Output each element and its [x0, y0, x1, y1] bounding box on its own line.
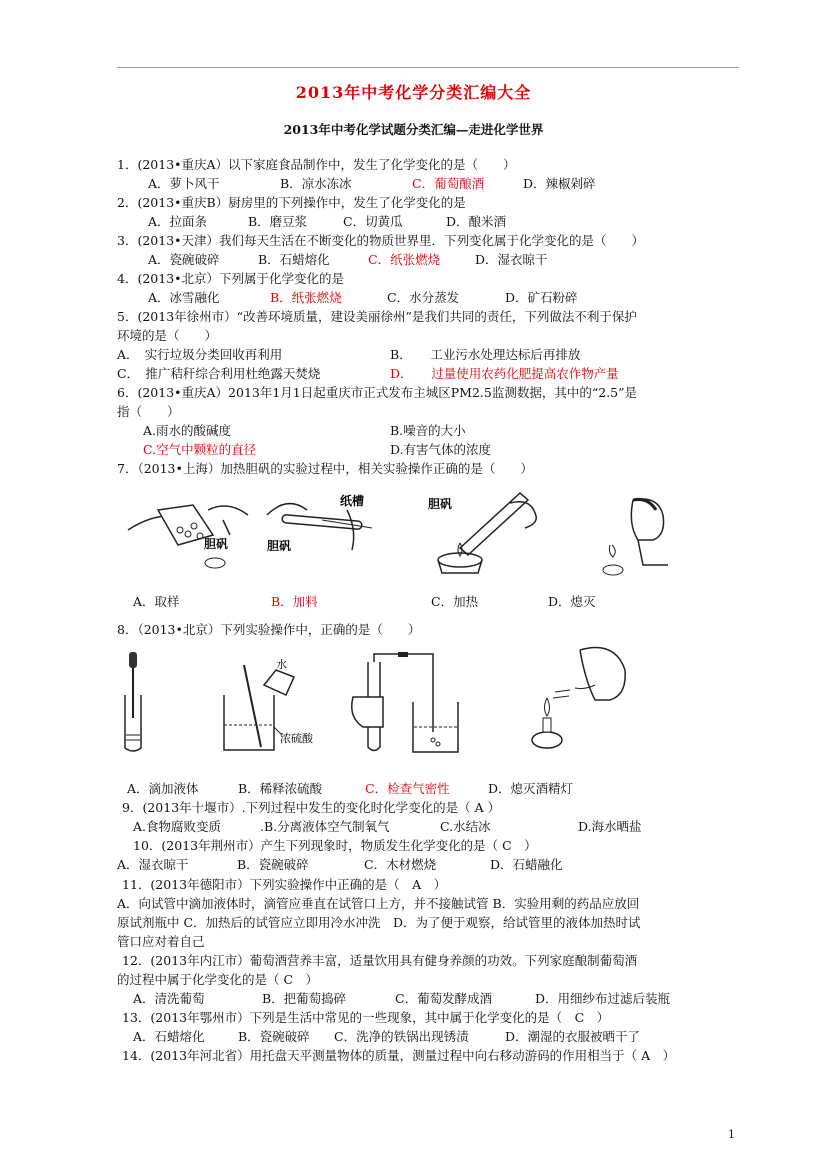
q6-option-a: A.雨水的酸碱度 — [143, 423, 232, 438]
q11-line2: 原试剂瓶中 C．加热后的试管应立即用冷水冲洗 D．为了便于观察，给试管里的液体加热时试 — [117, 915, 641, 930]
q6-option-b: B.噪音的大小 — [390, 423, 466, 438]
q11-line1: A．向试管中滴加液体时，滴管应垂直在试管口上方，并不接触试管 B．实验用剩的药品应放回 — [117, 896, 640, 911]
q7-fig2-label-bottom: 胆矾 — [267, 539, 292, 553]
q9-option-c: C.水结冰 — [440, 819, 491, 834]
q7-fig3-label: 胆矾 — [428, 497, 453, 511]
q7-stem: 7．（2013•上海）加热胆矾的实验过程中，相关实验操作正确的是（ ） — [117, 461, 533, 476]
q13-stem: 13．(2013年鄂州市）下列是生活中常见的一些现象，其中属于化学变化的是（ C ） — [122, 1010, 610, 1025]
header-rule — [117, 67, 739, 68]
q10-stem: 10．(2013年荆州市）产生下列现象时，物质发生化学变化的是（ C ） — [133, 838, 537, 853]
q5-stem-line2: 环境的是（ ） — [117, 328, 218, 343]
q12-option-a: A．清洗葡萄 — [133, 991, 205, 1006]
q9-option-a: A.食物腐败变质 — [133, 819, 222, 834]
q13-option-a: A．石蜡熔化 — [133, 1029, 205, 1044]
q7-option-b: B．加料 — [271, 594, 318, 609]
q2-option-d: D．酿米酒 — [446, 214, 507, 229]
q7-figure-adding — [262, 490, 392, 565]
q2-stem: 2．(2013•重庆B）厨房里的下列操作中，发生了化学变化的是 — [117, 195, 466, 210]
q12-option-c: C．葡萄发酵成酒 — [395, 991, 493, 1006]
q8-figure-extinguish-lamp — [525, 640, 635, 755]
q10-option-b: B．瓷碗破碎 — [237, 857, 309, 872]
q8-figure-airtightness — [338, 652, 468, 757]
q8-figure-dropper — [115, 650, 165, 755]
q8-option-c: C．检查气密性 — [365, 781, 450, 796]
q3-stem: 3．(2013•天津）我们每天生活在不断变化的物质世界里．下列变化属于化学变化的是（ ） — [117, 233, 645, 248]
q12-option-d: D．用细纱布过滤后装瓶 — [535, 991, 671, 1006]
q12-stem-line1: 12．(2013年内江市）葡萄酒营养丰富，适量饮用具有健身养颜的功效。下列家庭酿制葡萄酒 — [122, 953, 638, 968]
q10-option-d: D．石蜡融化 — [490, 857, 563, 872]
q6-stem-line2: 指（ ） — [117, 404, 180, 419]
q8-figure-dilute-acid — [216, 655, 326, 755]
q12-stem-line2: 的过程中属于化学变化的是（ C ） — [117, 972, 319, 987]
q4-stem: 4．(2013•北京）下列属于化学变化的是 — [117, 271, 345, 286]
q10-option-a: A．湿衣晾干 — [117, 857, 189, 872]
q11-stem: 11．(2013年德阳市）下列实验操作中正确的是（ A ） — [122, 877, 447, 892]
q4-option-d: D．矿石粉碎 — [505, 290, 578, 305]
q4-option-c: C．水分蒸发 — [387, 290, 460, 305]
q7-figure-extinguishing — [598, 495, 678, 580]
q4-option-a: A．冰雪融化 — [148, 290, 220, 305]
q1-stem: 1．(2013•重庆A）以下家庭食品制作中，发生了化学变化的是（ ） — [117, 157, 516, 172]
q9-option-b: .B.分离液体空气制氧气 — [260, 819, 390, 834]
q13-option-b: B．瓷碗破碎 — [238, 1029, 310, 1044]
q7-fig1-label: 胆矾 — [204, 537, 229, 551]
q6-option-c: C.空气中颗粒的直径 — [143, 442, 257, 457]
q3-option-b: B．石蜡熔化 — [258, 252, 330, 267]
q11-line3: 管口应对着自己 — [117, 934, 205, 949]
q5-option-a: A． 实行垃圾分类回收再利用 — [117, 347, 283, 362]
q7-option-c: C．加热 — [431, 594, 479, 609]
q8-stem: 8．（2013•北京）下列实验操作中，正确的是（ ） — [117, 622, 421, 637]
q10-option-c: C．木材燃烧 — [364, 857, 437, 872]
q8-option-a: A．滴加液体 — [127, 781, 199, 796]
q3-option-c: C．纸张燃烧 — [368, 252, 441, 267]
q9-stem: 9．(2013年十堰市）.下列过程中发生的变化时化学变化的是（ A ） — [122, 800, 501, 815]
q13-option-c: C．洗净的铁锅出现锈渍 — [334, 1029, 469, 1044]
q5-option-b: B． 工业污水处理达标后再排放 — [390, 347, 581, 362]
q9-option-d: D.海水晒盐 — [578, 819, 642, 834]
q2-option-b: B．磨豆浆 — [248, 214, 308, 229]
q5-option-d: D． 过量使用农药化肥提高农作物产量 — [390, 366, 619, 381]
q8-fig2-label-water: 水 — [276, 658, 287, 671]
q1-option-b: B．凉水冻冰 — [280, 176, 352, 191]
q3-option-a: A．瓷碗破碎 — [148, 252, 220, 267]
q7-figure-sampling — [118, 490, 258, 580]
q4-option-b: B．纸张燃烧 — [270, 290, 342, 305]
q8-option-d: D．熄灭酒精灯 — [488, 781, 574, 796]
q8-option-b: B．稀释浓硫酸 — [238, 781, 323, 796]
q1-option-c: C．葡萄酿酒 — [412, 176, 485, 191]
q5-stem-line1: 5．(2013年徐州市）“改善环境质量，建设美丽徐州”是我们共同的责任，下列做法不利于保护 — [117, 309, 637, 324]
q1-option-d: D．辣椒剁碎 — [523, 176, 596, 191]
q13-option-d: D．潮湿的衣服被晒干了 — [505, 1029, 641, 1044]
q2-option-a: A．拉面条 — [148, 214, 208, 229]
document-title: 2013年中考化学分类汇编大全 — [295, 83, 532, 102]
q7-fig2-label-top: 纸槽 — [340, 494, 365, 508]
q1-option-a: A．萝卜风干 — [148, 176, 220, 191]
q14-stem: 14．(2013年河北省）用托盘天平测量物体的质量，测量过程中向右移动游码的作用相当于（ A ） — [122, 1048, 676, 1063]
q8-fig2-label-acid: 浓硫酸 — [280, 732, 313, 745]
q5-option-c: C． 推广秸秆综合利用杜绝露天焚烧 — [117, 366, 321, 381]
document-subtitle: 2013年中考化学试题分类汇编—走进化学世界 — [283, 122, 544, 137]
q12-option-b: B．把葡萄捣碎 — [262, 991, 347, 1006]
page-number: 1 — [728, 1128, 735, 1141]
q7-option-d: D．熄灭 — [548, 594, 596, 609]
q6-option-d: D.有害气体的浓度 — [390, 442, 492, 457]
q3-option-d: D．湿衣晾干 — [475, 252, 548, 267]
q6-stem-line1: 6．(2013•重庆A）2013年1月1日起重庆市正式发布主城区PM2.5监测数据，其中的“2.5”是 — [117, 385, 638, 400]
q2-option-c: C．切黄瓜 — [343, 214, 403, 229]
q7-figure-heating — [420, 488, 550, 578]
q7-option-a: A．取样 — [133, 594, 180, 609]
